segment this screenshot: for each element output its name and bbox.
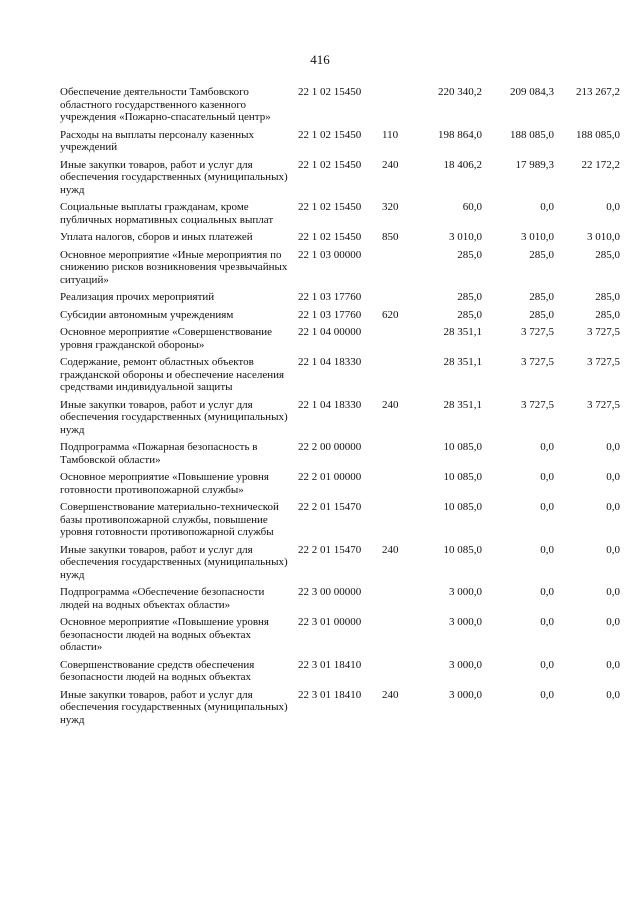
row-expense-type — [378, 249, 408, 292]
table-row — [60, 689, 620, 732]
row-code: 22 2 01 15470 — [298, 543, 362, 556]
row-code: 22 1 02 15450 — [298, 231, 362, 243]
row-amount-year3: 285,0 — [595, 248, 620, 261]
row-amount-year3: 3 727,5 — [587, 398, 620, 411]
row-amount-year1: 285,0 — [457, 248, 482, 261]
row-amount-year2: 188 085,0 — [510, 128, 554, 141]
row-amount-year2: 3 010,0 — [521, 231, 554, 243]
row-expense-type — [378, 659, 408, 689]
row-amount-year3: 0,0 — [606, 688, 620, 701]
row-name: Иные закупки товаров, работ и услуг для обеспечения государственных (муниципальных) нужд — [60, 158, 288, 196]
row-amount-year2: 3 727,5 — [521, 398, 554, 411]
budget-table-body — [60, 86, 620, 731]
row-amount-year3: 22 172,2 — [581, 158, 620, 171]
row-amount-year3: 188 085,0 — [576, 128, 620, 141]
row-expense-type: 240 — [382, 688, 399, 701]
row-code: 22 1 03 00000 — [298, 248, 362, 261]
row-code: 22 1 03 17760 — [298, 291, 362, 303]
budget-table — [60, 86, 620, 731]
row-amount-year2: 0,0 — [540, 543, 554, 556]
row-amount-year1: 28 351,1 — [443, 398, 482, 411]
table-row — [60, 129, 620, 159]
row-amount-year1: 285,0 — [457, 291, 482, 303]
row-amount-year2: 3 727,5 — [521, 326, 554, 338]
row-amount-year3: 0,0 — [606, 441, 620, 453]
row-code: 22 3 01 18410 — [298, 658, 362, 671]
row-name: Основное мероприятие «Повышение уровня готовности противопожарной службы» — [60, 471, 269, 496]
row-amount-year1: 28 351,1 — [443, 356, 482, 368]
row-code: 22 3 01 18410 — [298, 688, 362, 701]
table-row — [60, 159, 620, 202]
row-name: Реализация прочих мероприятий — [60, 291, 215, 303]
row-expense-type: 620 — [382, 308, 399, 321]
row-code: 22 1 02 15450 — [298, 128, 362, 141]
row-expense-type: 320 — [382, 201, 399, 213]
table-row — [60, 356, 620, 399]
row-expense-type: 240 — [382, 543, 399, 556]
row-amount-year1: 10 085,0 — [443, 471, 482, 483]
row-amount-year1: 198 864,0 — [438, 128, 482, 141]
table-row — [60, 544, 620, 587]
row-amount-year2: 0,0 — [540, 441, 554, 453]
row-expense-type — [378, 291, 408, 309]
row-amount-year2: 285,0 — [529, 291, 554, 303]
row-name: Субсидии автономным учреждениям — [60, 308, 234, 321]
row-name: Основное мероприятие «Иные мероприятия по снижению рисков возникновения чрезвычайных ситуаций» — [60, 248, 288, 286]
row-code: 22 1 02 15450 — [298, 158, 362, 171]
row-expense-type: 850 — [382, 231, 399, 243]
row-amount-year2: 0,0 — [540, 201, 554, 213]
row-expense-type: 240 — [382, 398, 399, 411]
row-amount-year1: 3 010,0 — [449, 231, 482, 243]
table-row — [60, 201, 620, 231]
row-amount-year1: 18 406,2 — [443, 158, 482, 171]
row-name: Содержание, ремонт областных объектов гражданской обороны и обеспечение населения средствами индивидуальной защиты — [60, 356, 285, 393]
row-code: 22 2 00 00000 — [298, 441, 362, 453]
row-amount-year2: 17 989,3 — [515, 158, 554, 171]
row-amount-year3: 213 267,2 — [576, 86, 620, 98]
row-amount-year1: 3 000,0 — [449, 688, 482, 701]
row-amount-year1: 10 085,0 — [443, 441, 482, 453]
row-name: Совершенствование средств обеспечения безопасности людей на водных объектах — [60, 658, 255, 683]
row-amount-year3: 0,0 — [606, 201, 620, 213]
row-name: Социальные выплаты гражданам, кроме публичных нормативных социальных выплат — [60, 201, 274, 226]
row-expense-type — [378, 326, 408, 356]
row-amount-year3: 285,0 — [595, 308, 620, 321]
table-row — [60, 326, 620, 356]
table-row — [60, 501, 620, 544]
row-code: 22 3 01 00000 — [298, 616, 362, 628]
row-name: Расходы на выплаты персоналу казенных учреждений — [60, 128, 254, 153]
table-row — [60, 231, 620, 249]
table-row — [60, 659, 620, 689]
row-amount-year3: 0,0 — [606, 658, 620, 671]
row-name: Обеспечение деятельности Тамбовского областного государственного казенного учреждения «Пожарно-спасательный центр» — [60, 86, 271, 123]
row-amount-year3: 0,0 — [606, 616, 620, 628]
row-code: 22 2 01 15470 — [298, 501, 362, 513]
page-number: 416 — [310, 52, 330, 67]
row-amount-year3: 0,0 — [606, 586, 620, 598]
row-code: 22 1 04 18330 — [298, 398, 362, 411]
row-amount-year2: 0,0 — [540, 501, 554, 513]
row-amount-year3: 3 727,5 — [587, 356, 620, 368]
row-amount-year1: 10 085,0 — [443, 543, 482, 556]
row-amount-year1: 28 351,1 — [443, 326, 482, 338]
row-amount-year1: 285,0 — [457, 308, 482, 321]
row-name: Основное мероприятие «Совершенствование уровня гражданской обороны» — [60, 326, 273, 351]
row-amount-year1: 3 000,0 — [449, 616, 482, 628]
table-row — [60, 249, 620, 292]
row-name: Подпрограмма «Пожарная безопасность в Тамбовской области» — [60, 441, 258, 466]
row-amount-year3: 0,0 — [606, 543, 620, 556]
table-row — [60, 441, 620, 471]
row-amount-year2: 285,0 — [529, 308, 554, 321]
row-expense-type — [378, 501, 408, 544]
row-expense-type: 240 — [382, 158, 399, 171]
row-name: Основное мероприятие «Повышение уровня безопасности людей на водных объектах области» — [60, 616, 269, 653]
row-name: Иные закупки товаров, работ и услуг для обеспечения государственных (муниципальных) нужд — [60, 543, 288, 581]
row-amount-year3: 285,0 — [595, 291, 620, 303]
row-amount-year1: 220 340,2 — [438, 86, 482, 98]
table-row — [60, 471, 620, 501]
row-expense-type — [378, 441, 408, 471]
row-expense-type — [378, 86, 408, 129]
row-code: 22 1 02 15450 — [298, 86, 362, 98]
row-name: Уплата налогов, сборов и иных платежей — [60, 231, 253, 243]
row-code: 22 3 00 00000 — [298, 586, 362, 598]
row-amount-year2: 0,0 — [540, 616, 554, 628]
table-row — [60, 309, 620, 327]
row-name: Совершенствование материально-технической базы противопожарной службы, повышение уровня готовности противопожарной службы — [60, 501, 279, 538]
row-code: 22 1 04 18330 — [298, 356, 362, 368]
row-amount-year1: 10 085,0 — [443, 501, 482, 513]
table-row — [60, 399, 620, 442]
row-code: 22 2 01 00000 — [298, 471, 362, 483]
row-amount-year3: 0,0 — [606, 501, 620, 513]
row-amount-year1: 60,0 — [462, 201, 482, 213]
row-code: 22 1 04 00000 — [298, 326, 362, 338]
row-amount-year3: 0,0 — [606, 471, 620, 483]
row-expense-type — [378, 471, 408, 501]
row-amount-year2: 0,0 — [540, 658, 554, 671]
table-row — [60, 616, 620, 659]
row-amount-year2: 209 084,3 — [510, 86, 554, 98]
row-amount-year1: 3 000,0 — [449, 586, 482, 598]
row-code: 22 1 03 17760 — [298, 308, 362, 321]
row-amount-year2: 0,0 — [540, 471, 554, 483]
row-expense-type — [378, 616, 408, 659]
row-expense-type: 110 — [382, 128, 399, 141]
table-row — [60, 586, 620, 616]
row-expense-type — [378, 586, 408, 616]
row-code: 22 1 02 15450 — [298, 201, 362, 213]
row-name: Иные закупки товаров, работ и услуг для обеспечения государственных (муниципальных) нужд — [60, 688, 288, 726]
table-row — [60, 86, 620, 129]
row-name: Подпрограмма «Обеспечение безопасности людей на водных объектах области» — [60, 586, 265, 611]
row-name: Иные закупки товаров, работ и услуг для обеспечения государственных (муниципальных) нужд — [60, 398, 288, 436]
row-amount-year3: 3 727,5 — [587, 326, 620, 338]
row-amount-year1: 3 000,0 — [449, 658, 482, 671]
row-expense-type — [378, 356, 408, 399]
table-row — [60, 291, 620, 309]
row-amount-year2: 285,0 — [529, 248, 554, 261]
row-amount-year3: 3 010,0 — [587, 231, 620, 243]
row-amount-year2: 0,0 — [540, 586, 554, 598]
row-amount-year2: 3 727,5 — [521, 356, 554, 368]
row-amount-year2: 0,0 — [540, 688, 554, 701]
